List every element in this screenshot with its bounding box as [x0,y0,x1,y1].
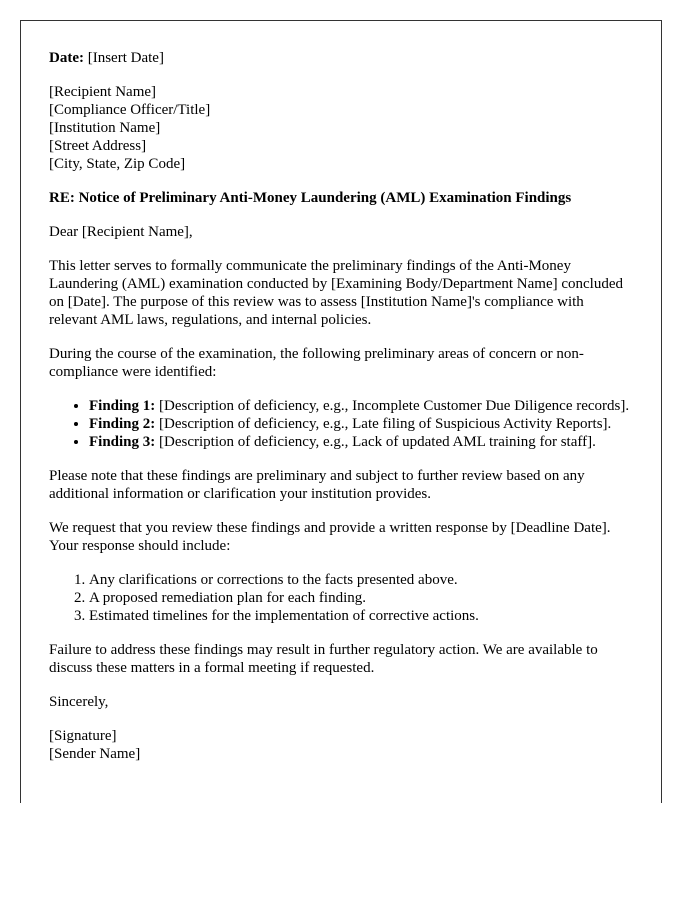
city-state-zip: [City, State, Zip Code] [49,156,186,172]
institution-name: [Institution Name] [49,120,161,136]
subject-line [49,189,633,207]
date-label: Date: [49,50,84,66]
finding-label: Finding 1: [89,398,156,414]
findings-list [49,397,633,451]
recipient-title: [Compliance Officer/Title] [49,102,211,118]
paragraph-findings-intro: During the course of the examination, the following preliminary areas of concern or non-compliance were identified: [49,346,584,380]
closing: Sincerely, [49,694,109,710]
salutation: Dear [Recipient Name], [49,224,193,240]
signature-block [49,727,633,763]
finding-label: Finding 2: [89,416,156,432]
sender-name: [Sender Name] [49,746,141,762]
date-line [49,49,633,67]
paragraph-preliminary-note: Please note that these findings are preliminary and subject to further review based on any additional information or clarification your institution provides. [49,468,585,502]
paragraph-consequences: Failure to address these findings may result in further regulatory action. We are available to discuss these matters in a formal meeting if requested. [49,642,598,676]
paragraph-intro: This letter serves to formally communicate the preliminary findings of the Anti-Money Laundering (AML) examination conducted by [Examining Body/Department Name] concluded on [Date]. The purpose of this review was to assess [Institution Name]'s compliance with relevant AML laws, regulations, and internal policies. [49,258,623,328]
finding-label: Finding 3: [89,434,156,450]
response-item: 3. Estimated timelines for the implementation of corrective actions. [89,607,633,625]
finding-item [89,433,633,451]
paragraph-response-request: We request that you review these findings and provide a written response by [Deadline Date]. Your response should include: [49,520,611,554]
finding-text: [Description of deficiency, e.g., Late filing of Suspicious Activity Reports]. [159,416,612,432]
subject-text: RE: Notice of Preliminary Anti-Money Laundering (AML) Examination Findings [49,190,572,206]
street-address: [Street Address] [49,138,147,154]
date-value: [Insert Date] [87,50,164,66]
finding-text: [Description of deficiency, e.g., Lack of updated AML training for staff]. [159,434,596,450]
finding-item [89,415,633,433]
letter-page [20,20,662,803]
response-item: 1. Any clarifications or corrections to the facts presented above. [89,571,633,589]
response-items-list [49,571,633,625]
recipient-name: [Recipient Name] [49,84,157,100]
finding-text: [Description of deficiency, e.g., Incomplete Customer Due Diligence records]. [159,398,630,414]
recipient-address [49,83,633,173]
response-item: 2. A proposed remediation plan for each finding. [89,589,633,607]
signature: [Signature] [49,728,117,744]
finding-item [89,397,633,415]
